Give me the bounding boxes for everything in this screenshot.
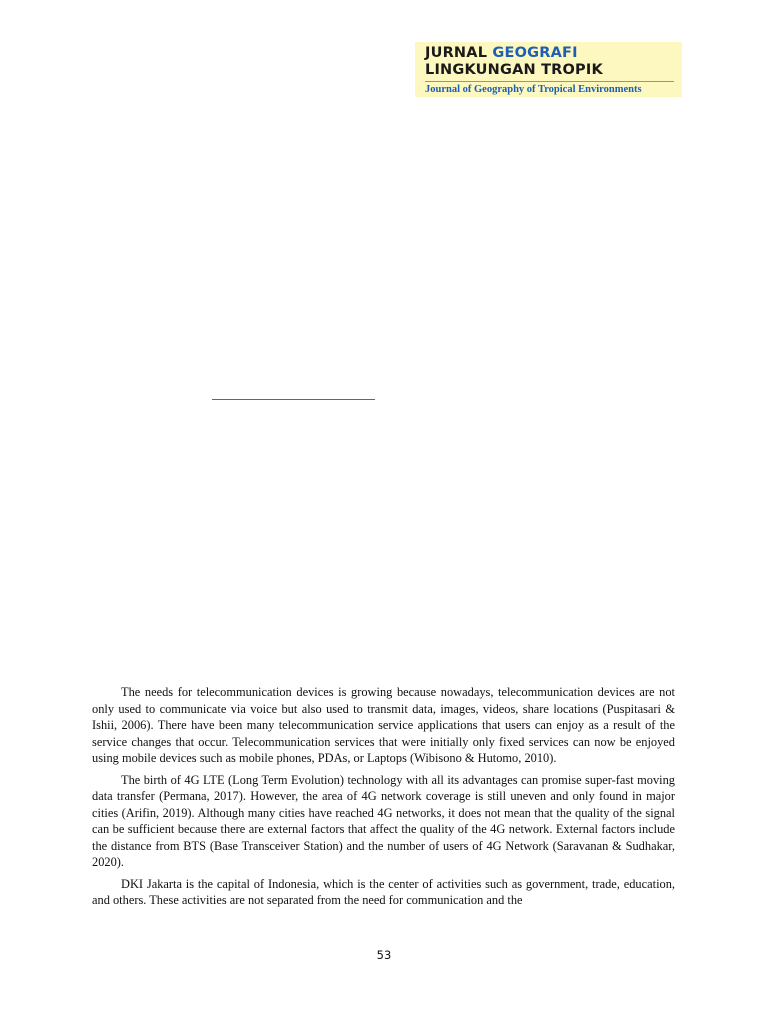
paragraph-1: The needs for telecommunication devices is growing because nowadays, telecommunication devices are not only used to communicate via voice but also used to transmit data, images, videos, share locations (Puspitasari & Ishii, 2006). There have been many telecommunication service applications that users can enjoy as a result of the service changes that occur. Telecommunication services that were initially only fixed services can now be enjoyed using mobile devices such as mobile phones, PDAs, or Laptops (Wibisono & Hutomo, 2010). [92, 685, 675, 765]
article-body [92, 684, 675, 914]
hyperlink-underline[interactable] [212, 399, 375, 400]
logo-title-line1 [425, 45, 682, 62]
logo-divider [425, 81, 674, 82]
logo-title-line2: LINGKUNGAN TROPIK [425, 62, 603, 78]
logo-word-jurnal: JURNAL [425, 45, 488, 61]
logo-word-geografi: GEOGRAFI [492, 45, 578, 61]
logo-subtitle: Journal of Geography of Tropical Environments [425, 84, 642, 95]
journal-logo [415, 42, 682, 97]
paragraph-2: The birth of 4G LTE (Long Term Evolution) technology with all its advantages can promise super-fast moving data transfer (Permana, 2017). However, the area of 4G network coverage is still uneven and only found in major cities (Arifin, 2019). Although many cities have reached 4G networks, it does not mean that the quality of the signal can be sufficient because there are external factors that affect the quality of the 4G network. External factors include the distance from BTS (Base Transceiver Station) and the number of users of 4G Network (Saravanan & Sudhakar, 2020). [92, 772, 675, 869]
paragraph-3: DKI Jakarta is the capital of Indonesia, which is the center of activities such as government, trade, education, and others. These activities are not separated from the need for communication and the [92, 876, 675, 907]
page-number: 53 [376, 948, 392, 962]
